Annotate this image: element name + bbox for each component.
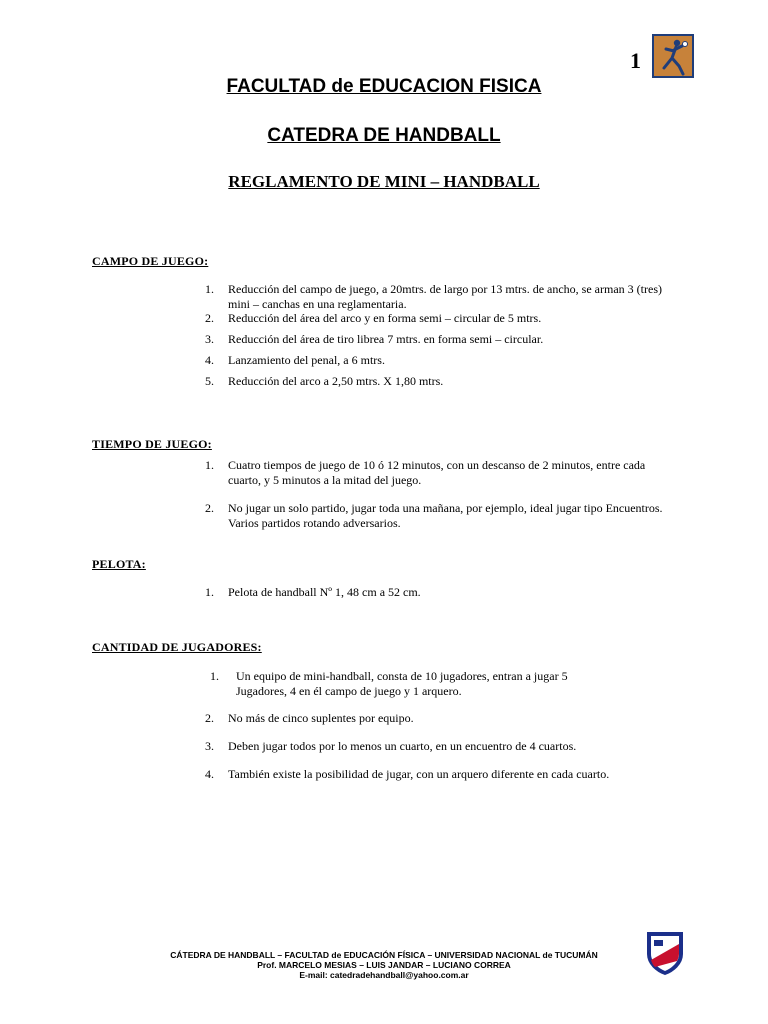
chair-title: CATEDRA DE HANDBALL (267, 125, 501, 146)
list-number: 4. (205, 353, 214, 367)
list-text: Reducción del área de tiro librea 7 mtrs. en forma semi – circular. (228, 332, 544, 346)
list-number: 2. (205, 311, 214, 325)
faculty-title: FACULTAD de EDUCACION FISICA (226, 76, 542, 97)
footer-email: E-mail: catedradehandball@yahoo.com.ar (299, 970, 469, 980)
list-text: Pelota de handball Nº 1, 48 cm a 52 cm. (228, 585, 421, 599)
list-text: También existe la posibilidad de jugar, con un arquero diferente en cada cuarto. (228, 767, 610, 781)
list-number: 1. (205, 585, 214, 599)
list-item (205, 767, 685, 782)
list-text: Reducción del campo de juego, a 20mtrs. de largo por 13 mtrs. de ancho, se arman 3 (tres) mini – canchas en una reglamentaria. (228, 282, 662, 311)
document-title: REGLAMENTO DE MINI – HANDBALL (228, 172, 540, 191)
list-item (205, 458, 665, 488)
list-number: 2. (205, 711, 214, 725)
list-text: Deben jugar todos por lo menos un cuarto, en un encuentro de 4 cuartos. (228, 739, 577, 753)
section-title-campo: CAMPO DE JUEGO: (92, 254, 209, 268)
list-item (205, 374, 685, 389)
handball-player-logo-icon (652, 34, 694, 78)
list-number: 4. (205, 767, 214, 781)
list-number: 3. (205, 332, 214, 346)
section-title-pelota: PELOTA: (92, 557, 146, 571)
section-title-tiempo: TIEMPO DE JUEGO: (92, 437, 212, 451)
list-item (210, 669, 610, 699)
page-number: 1 (630, 48, 641, 73)
list-text: Un equipo de mini-handball, consta de 10 jugadores, entran a jugar 5 Jugadores, 4 en él campo de juego y 1 arquero. (236, 669, 568, 698)
list-text: No más de cinco suplentes por equipo. (228, 711, 414, 725)
list-item (205, 739, 685, 754)
list-text: Reducción del área del arco y en forma semi – circular de 5 mtrs. (228, 311, 542, 325)
university-shield-icon (645, 930, 685, 976)
list-text: No jugar un solo partido, jugar toda una mañana, por ejemplo, ideal jugar tipo Encuentros. Varios partidos rotando adversarios. (228, 501, 663, 530)
footer-line-2: Prof. MARCELO MESIAS – LUIS JANDAR – LUCIANO CORREA (257, 960, 511, 970)
list-item (205, 585, 685, 600)
list-item (205, 332, 685, 347)
list-number: 2. (205, 501, 214, 515)
footer-line-1: CÁTEDRA DE HANDBALL – FACULTAD de EDUCACIÓN FÍSICA – UNIVERSIDAD NACIONAL de TUCUMÁN (170, 950, 598, 960)
list-text: Lanzamiento del penal, a 6 mtrs. (228, 353, 385, 367)
list-number: 1. (205, 282, 214, 296)
list-number: 1. (205, 458, 214, 472)
list-text: Reducción del arco a 2,50 mtrs. X 1,80 mtrs. (228, 374, 444, 388)
list-item (205, 501, 665, 531)
list-item (205, 711, 685, 726)
section-title-jugadores: CANTIDAD DE JUGADORES: (92, 640, 262, 654)
list-item (205, 311, 685, 326)
list-number: 5. (205, 374, 214, 388)
list-number: 1. (210, 669, 219, 683)
list-number: 3. (205, 739, 214, 753)
list-item (205, 353, 685, 368)
list-item (205, 282, 685, 312)
list-text: Cuatro tiempos de juego de 10 ó 12 minutos, con un descanso de 2 minutos, entre cada cuarto, y 5 minutos a la mitad del juego. (228, 458, 646, 487)
